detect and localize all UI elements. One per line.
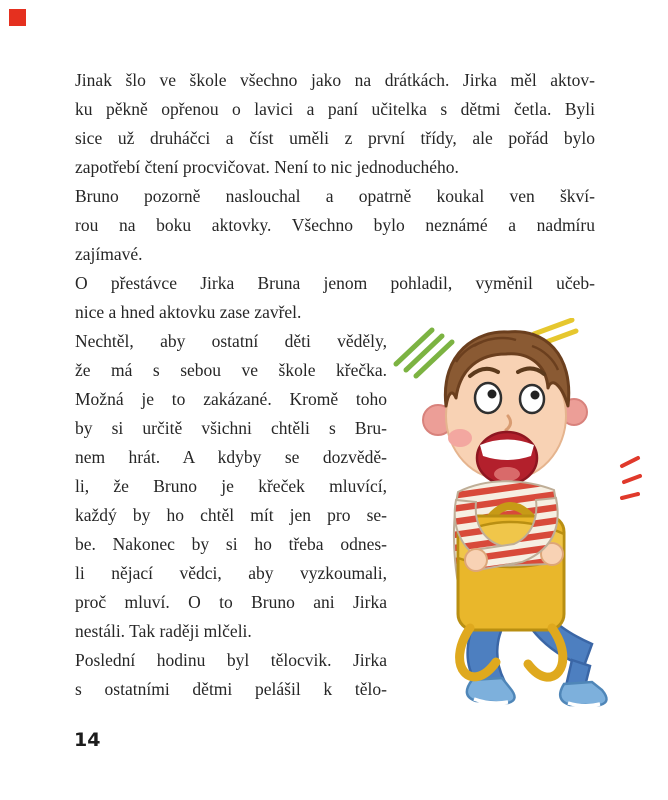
text-line: zajímavé. bbox=[75, 244, 143, 264]
text-column-beside-illustration bbox=[75, 327, 387, 704]
text-line: O přestávce Jirka Bruna jenom pohladil, vyměnil učeb- bbox=[75, 273, 595, 293]
text-line: že má s sebou ve škole křečka. bbox=[75, 360, 387, 380]
text-line: nem hrát. A kdyby se dozvědě- bbox=[75, 447, 387, 467]
text-line: Jinak šlo ve škole všechno jako na drátkách. Jirka měl aktov- bbox=[75, 70, 595, 90]
text-line: zapotřebí čtení procvičovat. Není to nic jednoduchého. bbox=[75, 157, 459, 177]
boy-head bbox=[445, 332, 568, 484]
text-line: Bruno pozorně naslouchal a opatrně koukal ven škví- bbox=[75, 186, 595, 206]
text-line: rou na boku aktovky. Všechno bylo neznámé a nadmíru bbox=[75, 215, 595, 235]
sneakers bbox=[467, 678, 607, 706]
text-line: by si určitě všichni chtěli s Bru- bbox=[75, 418, 387, 438]
page-number: 14 bbox=[74, 729, 101, 751]
text-line: Poslední hodinu byl tělocvik. Jirka bbox=[75, 650, 387, 670]
corner-square bbox=[9, 9, 26, 26]
text-line: každý by ho chtěl mít jen pro se- bbox=[75, 505, 387, 525]
text-line: li, že Bruno je křeček mluvící, bbox=[75, 476, 387, 496]
text-line: be. Nakonec by si ho třeba odnes- bbox=[75, 534, 387, 554]
text-line: nestáli. Tak raději mlčeli. bbox=[75, 621, 252, 641]
text-line: li nějací vědci, aby vyzkoumali, bbox=[75, 563, 387, 583]
text-line: nice a hned aktovku zase zavřel. bbox=[75, 302, 302, 322]
text-line: Možná je to zakázané. Kromě toho bbox=[75, 389, 387, 409]
text-line: sice už druháčci a číst uměli z první třídy, ale pořád bylo bbox=[75, 128, 595, 148]
text-line: s ostatními dětmi pelášil k tělo- bbox=[75, 679, 387, 699]
text-line: Nechtěl, aby ostatní děti věděly, bbox=[75, 331, 387, 351]
text-line: ku pěkně opřenou o lavici a paní učitelka s dětmi četla. Byli bbox=[75, 99, 595, 119]
boy-illustration-image bbox=[386, 318, 644, 712]
text-line: proč mluví. O to Bruno ani Jirka bbox=[75, 592, 387, 612]
